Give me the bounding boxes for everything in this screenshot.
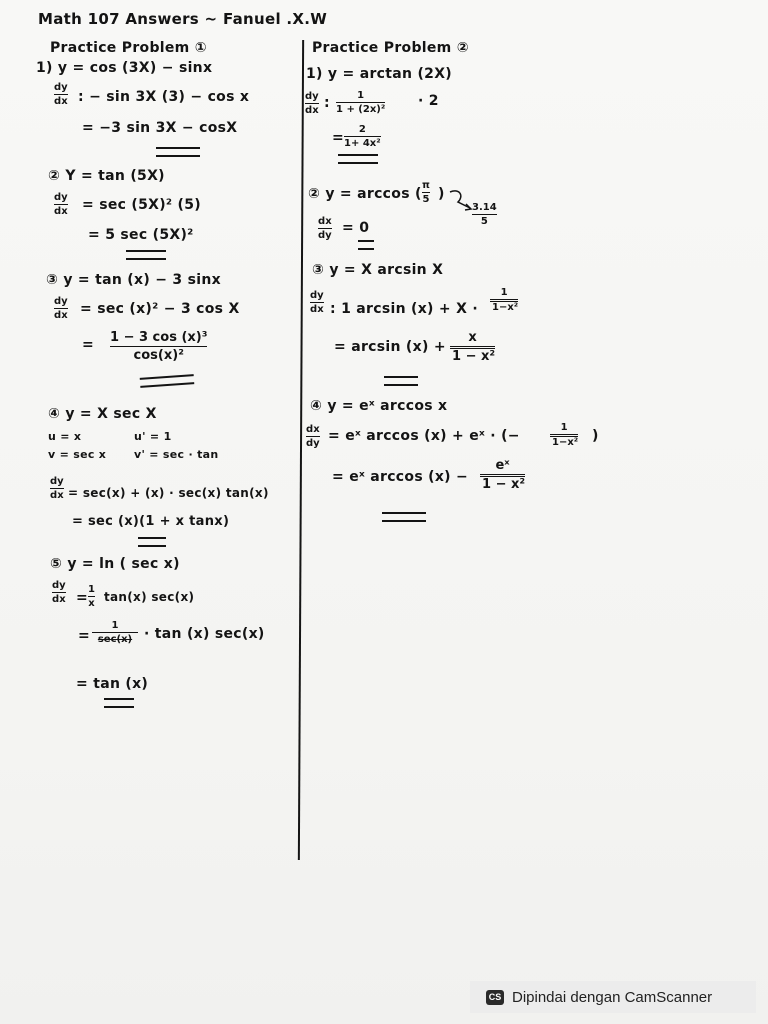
fraction-numerator: π <box>422 180 430 191</box>
answer-underline <box>104 698 134 708</box>
right-p3-step1: : 1 arcsin (x) + X · <box>330 301 479 317</box>
answer-underline <box>126 250 166 260</box>
right-p4-frac2 <box>480 458 525 492</box>
left-p3-step1: = sec (x)² − 3 cos X <box>80 301 240 317</box>
right-p2-result: = 0 <box>342 220 370 236</box>
dy-numerator: dy <box>54 192 68 203</box>
answer-underline <box>156 147 200 157</box>
right-p1-frac2 <box>344 124 381 149</box>
fraction-denominator: 5 <box>422 194 430 205</box>
dx-denominator: dx <box>305 105 319 116</box>
right-p2-dxdy <box>318 216 332 241</box>
answer-underline <box>382 512 426 522</box>
left-p4-step1: = sec(x) + (x) · sec(x) tan(x) <box>68 486 269 500</box>
left-p1-step2: = −3 sin 3X − cosX <box>82 120 238 136</box>
answer-underline <box>384 376 418 386</box>
left-p5-step3: = tan (x) <box>76 676 149 692</box>
fraction-numerator: 1 <box>357 90 365 101</box>
left-p2-dydx <box>54 192 68 217</box>
left-p4-v: v = sec x <box>48 448 107 461</box>
left-p3-eq: = <box>82 337 95 353</box>
right-p2-label: ② y = arccos ( <box>308 186 422 202</box>
dx-denominator: dx <box>52 594 66 605</box>
fraction-numerator: x <box>468 330 477 345</box>
dy-numerator: dy <box>305 91 319 102</box>
column-divider <box>298 40 304 860</box>
answer-underline <box>138 537 166 547</box>
fraction-numerator: 1 <box>111 620 119 631</box>
left-p5-eq2: = <box>78 628 91 644</box>
dy-numerator: dy <box>310 290 324 301</box>
fraction-numerator: 1 <box>88 584 95 595</box>
left-p5-step1-rest: tan(x) sec(x) <box>104 590 195 604</box>
fraction-denominator: 1 − x² <box>482 477 526 492</box>
fraction-numerator: 3.14 <box>472 202 497 213</box>
right-p1-colon: : <box>324 95 330 111</box>
dx-denominator: dx <box>50 490 64 501</box>
fraction-denominator: 1 − x² <box>452 349 496 364</box>
fraction-denominator: x <box>88 598 95 609</box>
right-p4-step2: = eˣ arccos (x) − <box>332 469 469 485</box>
left-p1-step1: : − sin 3X (3) − cos x <box>78 89 250 105</box>
fraction-numerator: 1 <box>560 422 568 433</box>
dx-numerator: dx <box>306 424 320 435</box>
answer-underline <box>140 374 195 388</box>
right-p4-label: ④ y = eˣ arccos x <box>310 398 448 414</box>
fraction-denominator: 5 <box>480 216 488 227</box>
left-heading: Practice Problem ① <box>50 40 207 56</box>
dx-denominator: dx <box>54 96 68 107</box>
dx-denominator: dx <box>310 304 324 315</box>
fraction-numerator: 2 <box>358 124 366 135</box>
right-p2-aside <box>472 202 497 227</box>
right-p4-step1: = eˣ arccos (x) + eˣ · (− <box>328 428 520 444</box>
right-p4-dxdy <box>306 424 320 449</box>
dy-numerator: dy <box>54 296 68 307</box>
answer-underline <box>338 154 378 164</box>
right-p3-frac2 <box>450 330 495 364</box>
right-p1-times: · 2 <box>418 93 439 109</box>
page-title: Math 107 Answers ~ Fanuel .X.W <box>38 10 328 28</box>
left-p2-label: ② Y = tan (5X) <box>48 168 165 184</box>
left-p5-eq1: = <box>76 590 89 606</box>
right-p2-close: ) <box>438 186 445 202</box>
left-p1-dydx <box>54 82 68 107</box>
left-p2-step1: = sec (5X)² (5) <box>82 197 201 213</box>
fraction-denominator: 1+ 4x² <box>344 138 381 149</box>
left-p4-u: u = x <box>48 430 82 443</box>
right-p3-step2: = arcsin (x) + <box>334 339 446 355</box>
left-p4-vprime: v' = sec · tan <box>134 448 219 461</box>
dy-denominator: dy <box>306 438 320 449</box>
right-p1-label: 1) y = arctan (2X) <box>306 66 452 82</box>
fraction-denominator: 1 + (2x)² <box>336 104 386 115</box>
dy-numerator: dy <box>52 580 66 591</box>
watermark-label: Dipindai dengan CamScanner <box>512 988 713 1006</box>
right-p1-eq: = <box>332 130 345 146</box>
right-p4-frac1 <box>550 422 578 448</box>
left-p4-label: ④ y = X sec X <box>48 406 157 422</box>
right-p1-dydx <box>305 91 319 116</box>
right-p3-dydx <box>310 290 324 315</box>
right-p3-label: ③ y = X arcsin X <box>312 262 444 278</box>
dx-denominator: dx <box>54 310 68 321</box>
dy-numerator: dy <box>54 82 68 93</box>
fraction-denominator: cos(x)² <box>133 348 184 363</box>
right-p2-pi-over-5 <box>422 180 430 205</box>
fraction-denominator: sec(x) <box>97 634 133 645</box>
camscanner-watermark <box>470 981 756 1013</box>
dx-denominator: dx <box>54 206 68 217</box>
left-p3-dydx <box>54 296 68 321</box>
left-p4-dydx <box>50 476 64 501</box>
left-p5-label: ⑤ y = ln ( sec x) <box>50 556 180 572</box>
camscanner-logo-icon: CS <box>486 990 504 1005</box>
dy-numerator: dy <box>50 476 64 487</box>
left-p3-label: ③ y = tan (x) − 3 sinx <box>46 272 221 288</box>
right-p1-frac1 <box>336 90 385 115</box>
fraction-numerator: 1 − 3 cos (x)³ <box>110 330 208 345</box>
left-p5-dydx <box>52 580 66 605</box>
right-heading: Practice Problem ② <box>312 40 469 56</box>
fraction-denominator: 1−x² <box>552 437 579 448</box>
answer-underline <box>358 240 374 250</box>
left-p4-uprime: u' = 1 <box>134 430 172 443</box>
dy-denominator: dy <box>318 230 332 241</box>
left-p4-step2: = sec (x)(1 + x tanx) <box>72 514 230 529</box>
right-p4-close: ) <box>592 428 599 444</box>
dx-numerator: dx <box>318 216 332 227</box>
left-p5-one-over-x <box>88 584 95 609</box>
left-p2-step2: = 5 sec (5X)² <box>88 227 194 243</box>
left-p5-step2-rest: · tan (x) sec(x) <box>144 626 265 642</box>
left-p1-label: 1) y = cos (3X) − sinx <box>36 60 213 76</box>
right-p3-frac1 <box>490 287 518 313</box>
fraction-denominator: 1−x² <box>492 302 519 313</box>
fraction-numerator: 1 <box>500 287 508 298</box>
left-p5-fraction <box>92 620 138 645</box>
left-p3-fraction <box>110 330 207 363</box>
fraction-numerator: eˣ <box>495 458 510 473</box>
